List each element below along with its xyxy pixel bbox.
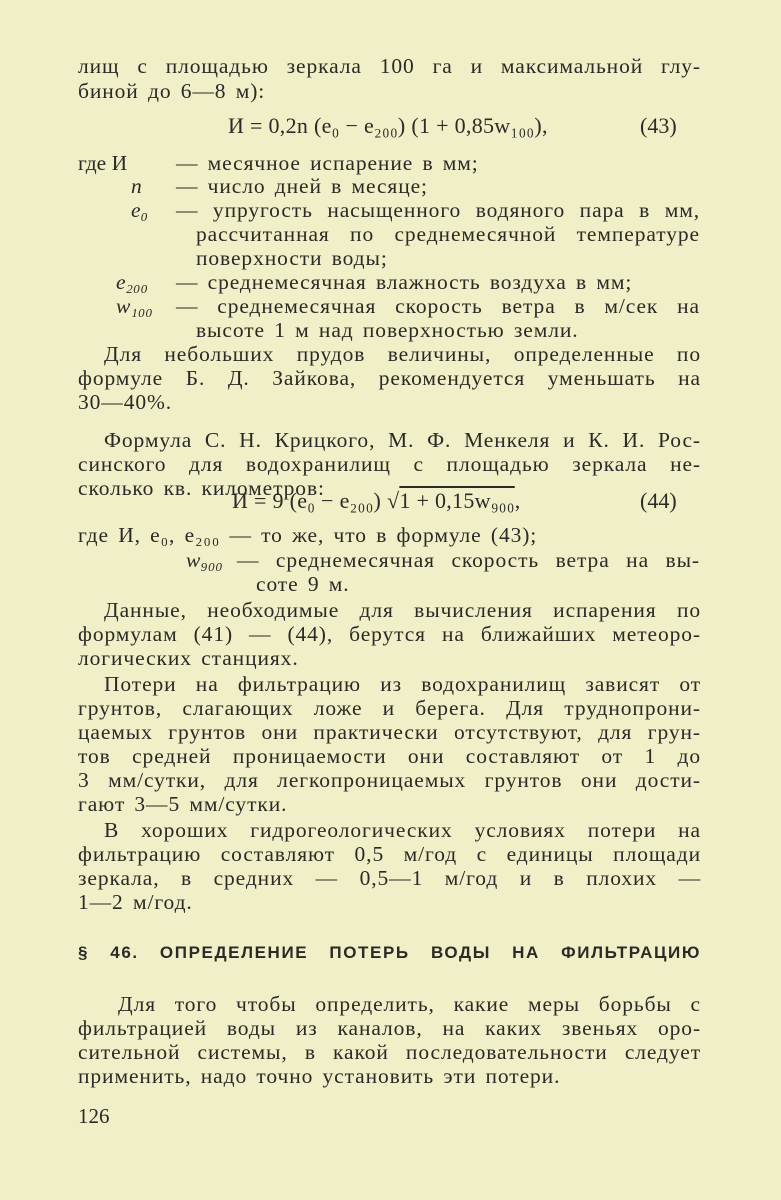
formula-44-lhs: И = 9 (e₀ − e₂₀₀) √ [232,488,400,513]
text-line: 3 мм/сутки, для легкопроницаемых грунтов они дости- [78,768,701,792]
text-line: Для того чтобы определить, какие меры борьбы с [118,992,701,1016]
page-number: 126 [78,1104,110,1128]
formula-44-radicand: 1 + 0,15w₉₀₀ [399,488,515,513]
text-line: Для небольших прудов величины, определенные по [104,342,701,366]
text-line: синского для водохранилищ с площадью зеркала не- [78,452,701,476]
definition-term: w₉₀₀ [186,548,223,572]
text-line: 1—2 м/год. [78,890,193,914]
definition-text: — число дней в месяце; [176,174,428,198]
text-line: Формула С. Н. Крицкого, М. Ф. Менкеля и К. И. Рос- [104,428,701,452]
text-line: фильтрацию составляют 0,5 м/год с единицы площади [78,842,701,866]
text-line: цаемых грунтов они практически отсутствуют, для грун- [78,720,701,744]
text-line: тов средней проницаемости они составляют от 1 до [78,744,701,768]
text-line: формулам (41) — (44), берутся на ближайших метеоро- [78,622,701,646]
definition-text: соте 9 м. [256,572,350,596]
text-line: сительной системы, в какой последовательности следует [78,1040,701,1064]
text-line: зеркала, в средних — 0,5—1 м/год и в плохих — [78,866,701,890]
definition-text: — среднемесячная влажность воздуха в мм; [176,270,633,294]
definition-text: рассчитанная по среднемесячной температуре [196,222,700,246]
equation-number-44: (44) [640,488,677,513]
text-line: Потери на фильтрацию из водохранилищ зависят от [104,672,701,696]
formula-44-comma: , [514,488,521,513]
definition-text: поверхности воды; [196,246,388,270]
definition-term: n [131,174,142,198]
text-line: 30—40%. [78,390,173,414]
text-line: формуле Б. Д. Зайкова, рекомендуется уменьшать на [78,366,701,390]
definition-text: высоте 1 м над поверхностью земли. [196,318,579,342]
text-line: грунтов, слагающих ложе и берега. Для труднопрони- [78,696,701,720]
definition-text: — среднемесячная скорость ветра на вы- [237,548,700,572]
text-line: где И, e₀, e₂₀₀ — то же, что в формуле (43); [78,523,538,547]
text-line: В хороших гидрогеологических условиях потери на [104,818,701,842]
text-line: лищ с площадью зеркала 100 га и максимальной глу- [78,54,701,78]
definition-text: — месячное испарение в мм; [176,151,479,175]
definition-term: w₁₀₀ [116,294,153,318]
text-line: применить, надо точно установить эти потери. [78,1064,561,1088]
text-line: биной до 6—8 м): [78,79,266,103]
text-line: фильтрацией воды из каналов, на каких звеньях оро- [78,1016,701,1040]
definition-text: — упругость насыщенного водяного пара в мм, [176,198,700,222]
definition-term: e₀ [131,198,149,222]
definition-term: где И [78,151,128,175]
formula-44 [232,488,521,514]
text-line: гают 3—5 мм/сутки. [78,792,288,816]
definition-term: e₂₀₀ [116,270,148,294]
formula-43: И = 0,2n (e₀ − e₂₀₀) (1 + 0,85w₁₀₀), [228,113,548,138]
section-heading: § 46. ОПРЕДЕЛЕНИЕ ПОТЕРЬ ВОДЫ НА ФИЛЬТРАЦИЮ [78,943,701,962]
definition-text: — среднемесячная скорость ветра в м/сек на [176,294,700,318]
equation-number-43: (43) [640,113,677,138]
text-line: логических станциях. [78,646,299,670]
text-line: сколько кв. километров: [78,476,325,500]
text-line: Данные, необходимые для вычисления испарения по [104,598,701,622]
